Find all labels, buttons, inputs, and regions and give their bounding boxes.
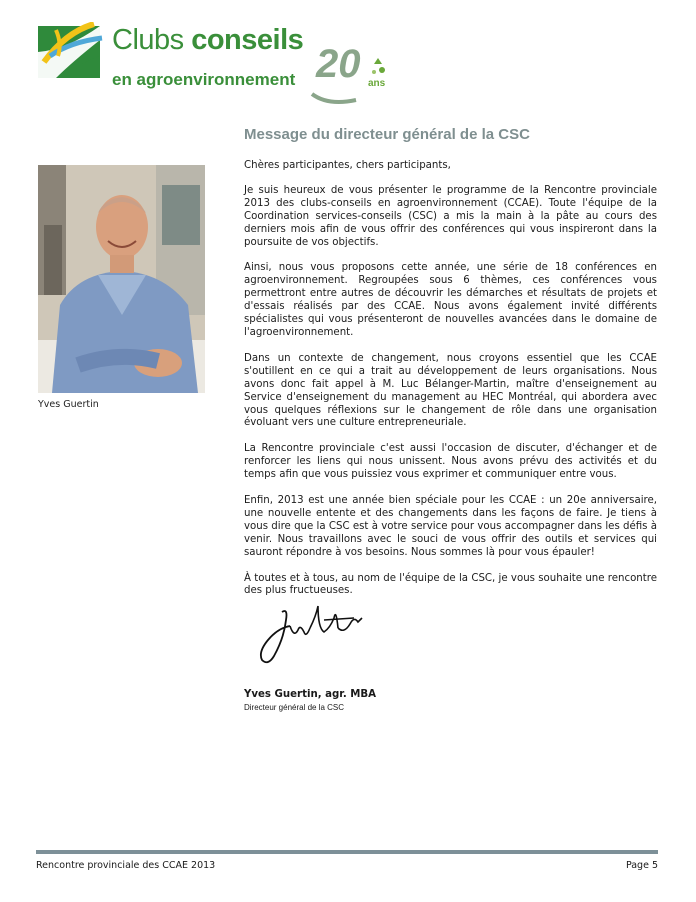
- letter-paragraph: Enfin, 2013 est une année bien spéciale pour les CCAE : un 20e anniversaire, une nouvelle entente et des changements dans les façons de faire. Je tiens à vous dire que la CSC est à votre service pour vous accompagner dans les défis à venir. Nous travaillons avec le souci de vous offrir des outils et services qui sauront répondre à vos besoins. Nous sommes là pour vous épauler!: [244, 495, 657, 558]
- portrait-illustration-icon: [38, 165, 205, 393]
- anniversary-number: 20: [316, 42, 361, 86]
- photo-caption: Yves Guertin: [38, 399, 99, 410]
- letter-paragraph: Je suis heureux de vous présenter le programme de la Rencontre provinciale 2013 des clubs-conseils en agroenvironnement (CCAE). Toute l'équipe de la Coordination services-conseils (CSC) a mis la main à la pâte au cours des derniers mois afin de vous offrir des conférences qui vous inspireront dans la poursuite de vos objectifs.: [244, 184, 657, 248]
- portrait-photo: [38, 165, 205, 393]
- letter-greeting: Chères participantes, chers participants,: [244, 160, 451, 171]
- logo-tagline: en agroenvironnement: [112, 70, 296, 89]
- logo-word-conseils: conseils: [191, 24, 304, 56]
- letter-paragraph: À toutes et à tous, au nom de l'équipe de la CSC, je vous souhaite une rencontre des plus fructueuses.: [244, 572, 657, 597]
- footer-publication-title: Rencontre provinciale des CCAE 2013: [36, 860, 216, 871]
- page-title: Message du directeur général de la CSC: [244, 126, 530, 143]
- anniversary-badge: [308, 42, 394, 106]
- anniversary-suffix: ans: [368, 78, 386, 89]
- letter-paragraph: Ainsi, nous vous proposons cette année, une série de 18 conférences en agroenvironnement. Regroupées sous 6 thèmes, ces conférences vous permettront entre autres de découvrir les démarches et résultats de projets et d'essais réalisés par des CCAE. Nous avons également invité différents spécialistes qui vous présenteront de nouvelles avancées dans le domaine de l'agroenvironnement.: [244, 262, 657, 338]
- clubs-conseils-logo: [36, 22, 396, 102]
- footer-divider: [36, 850, 658, 854]
- letter-body: [244, 160, 657, 611]
- logo-emblem-icon: [36, 22, 108, 84]
- letter-paragraph: Dans un contexte de changement, nous croyons essentiel que les CCAE s'outillent en ce qui a trait au développement de leurs organisations. Nous avons donc fait appel à M. Luc Bélanger-Martin, maître d'enseignement au Service d'enseignement du management au HEC Montréal, qui abordera avec vous quelques réflexions sur le changement de rôle dans une organisation évoluant vers une culture entrepreneuriale.: [244, 352, 657, 429]
- logo-wordmark: [112, 24, 303, 57]
- signer-name: Yves Guertin, agr. MBA: [244, 689, 377, 700]
- logo-word-clubs: Clubs: [112, 24, 184, 56]
- footer-page-number: Page 5: [625, 860, 658, 871]
- signer-role: Directeur général de la CSC: [244, 703, 345, 712]
- letter-paragraph: La Rencontre provinciale c'est aussi l'occasion de discuter, d'échanger et de renforcer les liens qui nous unissent. Nous avons prévu des activités et du temps afin que vous puissiez vous exprimer et communiquer entre vous.: [244, 443, 657, 481]
- handwritten-signature-icon: [254, 598, 366, 670]
